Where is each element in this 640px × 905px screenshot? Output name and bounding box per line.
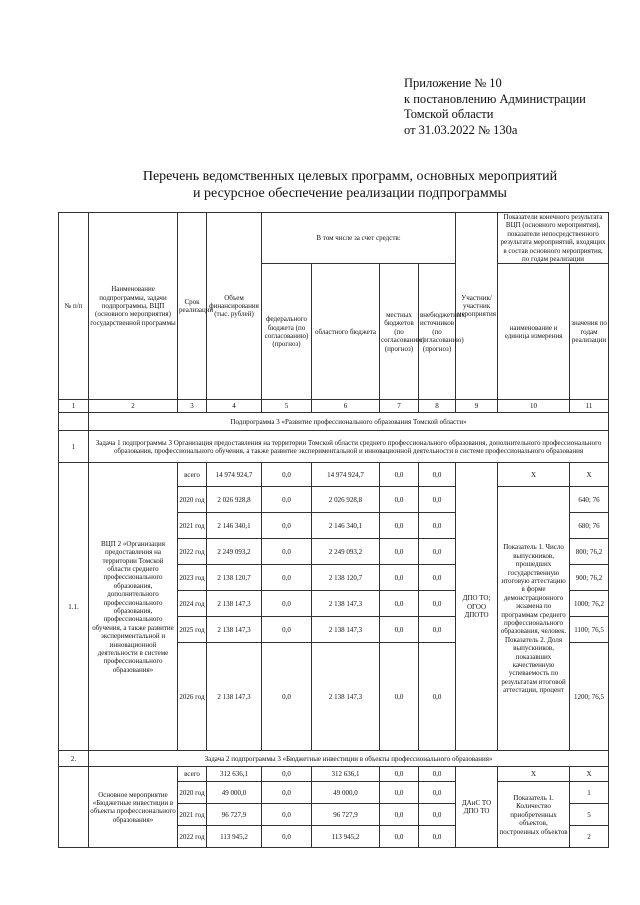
- main-event-name: Основное мероприятие «Бюджетные инвестиции в объекты профессионального образования»: [89, 767, 178, 848]
- table-row: [59, 463, 609, 487]
- header-extra: внебюджетных источников (по согласованию) (прогноз): [419, 264, 456, 400]
- cell-regional: 2 026 928,8: [312, 487, 380, 513]
- main-event-indicators: Показатель 1. Количество приобретенных объектов, построенных объектов: [498, 782, 570, 848]
- header-ind-name: наименование и единица измерения: [498, 264, 570, 400]
- cell-federal: 0,0: [262, 539, 312, 565]
- cell-extra: 0,0: [419, 617, 456, 643]
- cell-value: 640; 76: [570, 487, 609, 513]
- task1-text: Задача 1 подпрограммы 3 Организация предоставления на территории Томской области среднего профессионального образования, дополнительного профессионального образования, профессионального обучения, а также развитие экспериментальной и инновационной деятельности в системе профессионального образования: [89, 431, 609, 463]
- cell-value: 900; 76,2: [570, 565, 609, 591]
- cell-local: 0,0: [380, 539, 419, 565]
- cell-volume: 14 974 924,7: [207, 463, 262, 487]
- cell-extra: 0,0: [419, 565, 456, 591]
- title-line-2: и ресурсное обеспечение реализации подпрограммы: [193, 186, 507, 201]
- cell-local: 0,0: [380, 463, 419, 487]
- vcp-participant: ДПО ТО; ОГОО ДПОТО: [456, 463, 498, 751]
- cell-term: всего: [178, 767, 207, 782]
- cell-value: 1200; 76,5: [570, 643, 609, 751]
- cell-value: Х: [570, 767, 609, 782]
- cell-term: 2022 год: [178, 826, 207, 848]
- cell-extra: 0,0: [419, 463, 456, 487]
- col-number: 6: [312, 400, 380, 413]
- cell-regional: 2 138 147,3: [312, 591, 380, 617]
- cell-term: 2022 год: [178, 539, 207, 565]
- cell-regional: 49 000,0: [312, 782, 380, 804]
- cell-extra: 0,0: [419, 643, 456, 751]
- appendix-line-4: от 31.03.2022 № 130а: [404, 122, 518, 137]
- column-numbers-row: [59, 400, 609, 413]
- cell-federal: 0,0: [262, 804, 312, 826]
- cell-volume: 2 138 147,3: [207, 591, 262, 617]
- cell-local: 0,0: [380, 782, 419, 804]
- cell-value: 1100; 76,5: [570, 617, 609, 643]
- vcp-num: 1.1.: [59, 463, 89, 751]
- header-num: № п/п: [59, 213, 89, 400]
- cell-extra: 0,0: [419, 767, 456, 782]
- cell-term: 2023 год: [178, 565, 207, 591]
- cell-ind: Х: [498, 463, 570, 487]
- cell-regional: 2 146 340,1: [312, 513, 380, 539]
- cell-value: 680; 76: [570, 513, 609, 539]
- header-regional: областного бюджета: [312, 264, 380, 400]
- appendix-line-3: Томской области: [404, 107, 494, 121]
- cell-federal: 0,0: [262, 565, 312, 591]
- cell-federal: 0,0: [262, 463, 312, 487]
- cell-volume: 2 249 093,2: [207, 539, 262, 565]
- cell-federal: 0,0: [262, 826, 312, 848]
- col-number: 4: [207, 400, 262, 413]
- header-name: Наименование подпрограммы, задачи подпрограммы, ВЦП (основного мероприятия) государственной программы: [89, 213, 178, 400]
- cell-ind: Х: [498, 767, 570, 782]
- appendix-line-2: к постановлению Администрации: [404, 91, 586, 106]
- cell-volume: 96 727,9: [207, 804, 262, 826]
- header-participant: Участник/ участник мероприятия: [456, 213, 498, 400]
- cell-federal: 0,0: [262, 643, 312, 751]
- cell-regional: 2 138 120,7: [312, 565, 380, 591]
- cell-value: 800; 76,2: [570, 539, 609, 565]
- cell-value: 1000; 76,2: [570, 591, 609, 617]
- cell-term: 2025 год: [178, 617, 207, 643]
- cell-volume: 2 146 340,1: [207, 513, 262, 539]
- vcp-indicators: Показатель 1. Число выпускников, прошедших государственную итоговую аттестацию в форме демонстрационного экзамена по программам среднего профессионального образования, человек. Показатель 2. Доля выпускников, показавших качественную успеваемость по результатам итоговой аттестации, процент: [498, 487, 570, 751]
- table-row: [59, 767, 609, 782]
- cell-volume: 49 000,0: [207, 782, 262, 804]
- cell-local: 0,0: [380, 591, 419, 617]
- col-number: 5: [262, 400, 312, 413]
- cell-extra: 0,0: [419, 513, 456, 539]
- col-number: 1: [59, 400, 89, 413]
- cell-regional: 14 974 924,7: [312, 463, 380, 487]
- cell-term: 2021 год: [178, 804, 207, 826]
- cell-extra: 0,0: [419, 487, 456, 513]
- cell-term: 2026 год: [178, 643, 207, 751]
- cell-local: 0,0: [380, 804, 419, 826]
- cell-federal: 0,0: [262, 487, 312, 513]
- col-number: 9: [456, 400, 498, 413]
- cell-term: 2024 год: [178, 591, 207, 617]
- cell-federal: 0,0: [262, 513, 312, 539]
- cell-local: 0,0: [380, 826, 419, 848]
- cell-regional: 2 138 147,3: [312, 617, 380, 643]
- header-indicators: Показатели конечного результата ВЦП (основного мероприятия), показатели непосредственного результата мероприятий, входящих в состав основного мероприятия, по годам реализации: [498, 213, 609, 264]
- cell-volume: 113 945,2: [207, 826, 262, 848]
- cell-term: всего: [178, 463, 207, 487]
- cell-regional: 312 636,1: [312, 767, 380, 782]
- cell-regional: 2 249 093,2: [312, 539, 380, 565]
- page-title: [120, 168, 580, 202]
- col-number: 8: [419, 400, 456, 413]
- cell-term: 2020 год: [178, 782, 207, 804]
- cell-local: 0,0: [380, 643, 419, 751]
- header-local: местных бюджетов (по согласованию) (прогноз): [380, 264, 419, 400]
- cell-extra: 0,0: [419, 591, 456, 617]
- programs-table: [58, 212, 609, 848]
- cell-regional: 2 138 147,3: [312, 643, 380, 751]
- cell-volume: 2 026 928,8: [207, 487, 262, 513]
- cell-regional: 96 727,9: [312, 804, 380, 826]
- cell-volume: 2 138 147,3: [207, 643, 262, 751]
- cell-local: 0,0: [380, 513, 419, 539]
- header-volume: Объем финансирования (тыс. рублей): [207, 213, 262, 400]
- cell-value: Х: [570, 463, 609, 487]
- cell-volume: 2 138 120,7: [207, 565, 262, 591]
- header-federal: федерального бюджета (по согласованию) (прогноз): [262, 264, 312, 400]
- header-term: Срок реализации: [178, 213, 207, 400]
- cell-volume: 2 138 147,3: [207, 617, 262, 643]
- cell-term: 2021 год: [178, 513, 207, 539]
- task2-num: 2.: [59, 751, 89, 767]
- cell-extra: 0,0: [419, 539, 456, 565]
- cell-regional: 113 945,2: [312, 826, 380, 848]
- cell-value: 2: [570, 826, 609, 848]
- cell-extra: 0,0: [419, 782, 456, 804]
- header-including: В том числе за счет средств:: [262, 213, 456, 264]
- col-number: 7: [380, 400, 419, 413]
- task1-num: 1: [59, 431, 89, 463]
- cell-federal: 0,0: [262, 617, 312, 643]
- cell-federal: 0,0: [262, 767, 312, 782]
- appendix-block: [404, 76, 586, 138]
- cell-volume: 312 636,1: [207, 767, 262, 782]
- cell-value: 1: [570, 782, 609, 804]
- cell-value: 5: [570, 804, 609, 826]
- main-event-participant: ДАиС ТО ДПО ТО: [456, 767, 498, 848]
- col-number: 11: [570, 400, 609, 413]
- header-ind-value: значения по годам реализации: [570, 264, 609, 400]
- task2-text: Задача 2 подпрограммы 3 «Бюджетные инвестиции в объекты профессионального образования»: [89, 751, 609, 767]
- cell-local: 0,0: [380, 767, 419, 782]
- col-number: 3: [178, 400, 207, 413]
- cell-local: 0,0: [380, 565, 419, 591]
- vcp-name: ВЦП 2 «Организация предоставления на территории Томской области среднего профессионального образования, дополнительного профессионального образования, профессионального обучения, а также развитие экспериментальной и инновационной деятельности в системе профессионального образования»: [89, 463, 178, 751]
- cell-extra: 0,0: [419, 804, 456, 826]
- col-number: 10: [498, 400, 570, 413]
- cell-extra: 0,0: [419, 826, 456, 848]
- cell-federal: 0,0: [262, 782, 312, 804]
- title-line-1: Перечень ведомственных целевых программ, основных мероприятий: [142, 169, 558, 184]
- cell-local: 0,0: [380, 617, 419, 643]
- cell-term: 2020 год: [178, 487, 207, 513]
- appendix-line-1: Приложение № 10: [404, 76, 502, 90]
- subprogram-title: Подпрограмма 3 «Развитие профессионального образования Томской области»: [89, 413, 609, 431]
- cell-federal: 0,0: [262, 591, 312, 617]
- cell-local: 0,0: [380, 487, 419, 513]
- col-number: 2: [89, 400, 178, 413]
